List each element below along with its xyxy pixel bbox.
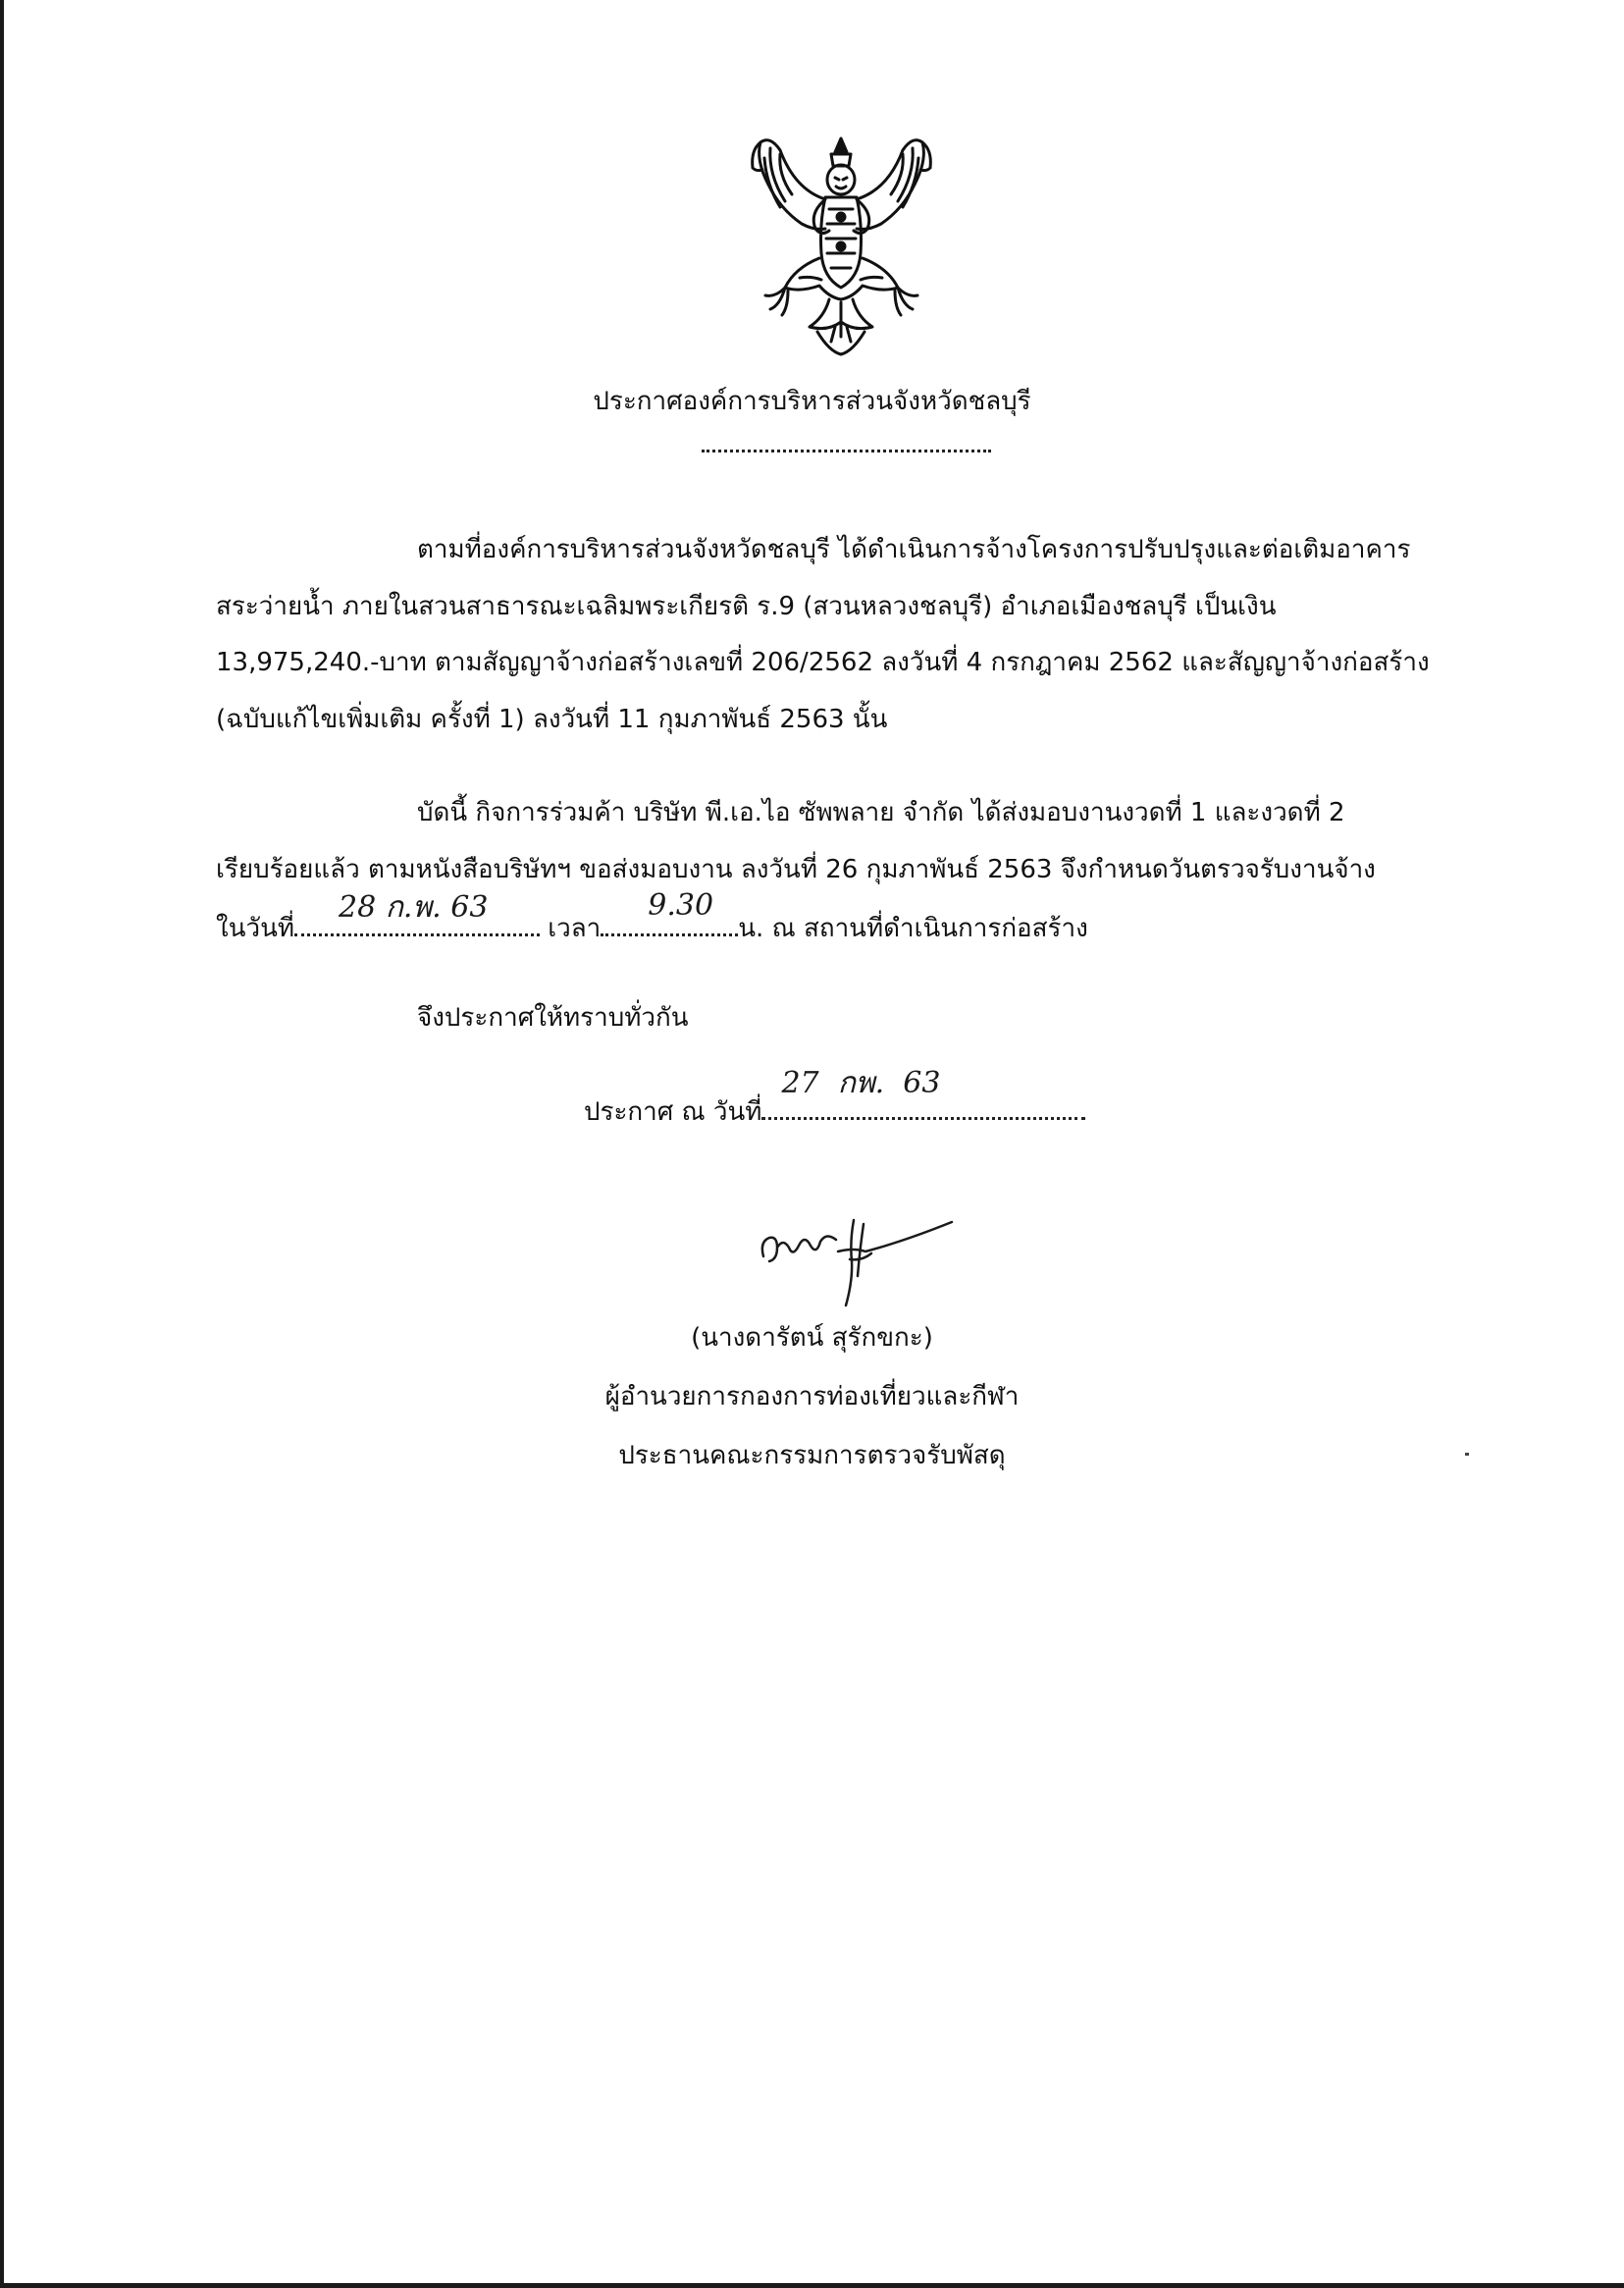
title-separator	[702, 450, 991, 452]
announce-date-handwritten: 27 กพ. 63	[781, 1066, 941, 1100]
para1-line4: (ฉบับแก้ไขเพิ่มเติม ครั้งที่ 1) ลงวันที่ 11 กุมภาพันธ์ 2563 นั้น	[216, 705, 888, 734]
scan-edge-left	[0, 0, 4, 2288]
para2-line2: เรียบร้อยแล้ว ตามหนังสือบริษัทฯ ขอส่งมอบงาน ลงวันที่ 26 กุมภาพันธ์ 2563 จึงกำหนดวันตรวจรับงานจ้าง	[216, 855, 1376, 884]
para1-line1: ตามที่องค์การบริหารส่วนจังหวัดชลบุรี ได้ดำเนินการจ้างโครงการปรับปรุงและต่อเติมอาคาร	[417, 535, 1411, 564]
inspection-time-label: เวลา	[548, 914, 602, 943]
signatory-name: (นางดารัตน์ สุรักขกะ)	[691, 1323, 933, 1353]
inspection-time-handwritten: 9.30	[648, 888, 714, 923]
para2-line3	[216, 888, 1088, 948]
garuda-emblem-icon	[741, 131, 942, 361]
inspection-date-label: ในวันที่	[216, 914, 294, 943]
para1-line2: สระว่ายน้ำ ภายในสวนสาธารณะเฉลิมพระเกียรติ ร.9 (สวนหลวงชลบุรี) อำเภอเมืองชลบุรี เป็นเงิน	[216, 592, 1277, 621]
inspection-time-field	[601, 888, 738, 936]
closing-notice: จึงประกาศให้ทราบทั่วกัน	[417, 1003, 689, 1033]
page-title: ประกาศองค์การบริหารส่วนจังหวัดชลบุรี	[593, 387, 1031, 416]
para2-line1: บัดนี้ กิจการร่วมค้า บริษัท พี.เอ.ไอ ซัพพลาย จำกัด ได้ส่งมอบงานงวดที่ 1 และงวดที่ 2	[417, 798, 1345, 827]
scan-edge-bottom	[0, 2283, 1624, 2288]
inspection-date-handwritten: 28 ก.พ. 63	[338, 890, 489, 925]
handwritten-signature	[756, 1202, 962, 1315]
inspection-place-text: น. ณ สถานที่ดำเนินการก่อสร้าง	[738, 914, 1088, 943]
para1-line3: 13,975,240.-บาท ตามสัญญาจ้างก่อสร้างเลขที่ 206/2562 ลงวันที่ 4 กรกฎาคม 2562 และสัญญาจ้างก่อสร้าง	[216, 648, 1430, 677]
inspection-date-field	[294, 890, 540, 936]
signatory-role: ประธานคณะกรรมการตรวจรับพัสดุ	[618, 1441, 1006, 1470]
announce-date-label: ประกาศ ณ วันที่	[584, 1097, 762, 1127]
scan-speck	[1465, 1453, 1469, 1456]
announce-date-line	[584, 1066, 1085, 1132]
announce-date-field	[761, 1066, 1085, 1120]
signatory-position: ผู้อำนวยการกองการท่องเที่ยวและกีฬา	[604, 1382, 1020, 1411]
